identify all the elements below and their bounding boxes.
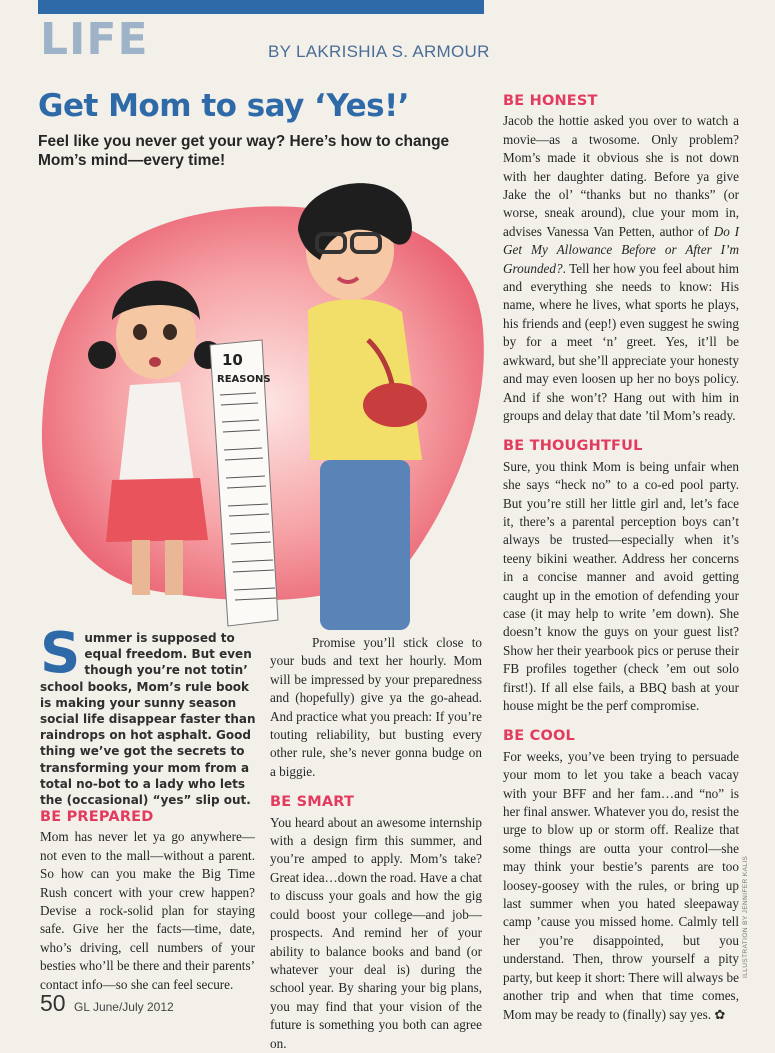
top-color-bar bbox=[38, 0, 484, 14]
heading-be-cool: BE COOL bbox=[503, 728, 575, 745]
lead-paragraph bbox=[40, 621, 258, 808]
be-prepared-text: Mom has never let ya go anywhere—not even to the mall—without a parent. So how can you make the Big Time Rush concert with your crew happen? Devise a rock-solid plan for staying safe. Give her the facts—time, date, who’s driving, cell numbers of your besties who’ll be there and their parents’ contact info—so she can feel secure. bbox=[40, 829, 255, 992]
page-number: 50 bbox=[40, 990, 66, 1016]
be-honest-text bbox=[503, 112, 739, 425]
byline: BY LAKRISHIA S. ARMOUR bbox=[268, 42, 490, 61]
column-1 bbox=[40, 808, 255, 994]
illustration-credit bbox=[742, 855, 754, 980]
heading-be-thoughtful: BE THOUGHTFUL bbox=[503, 438, 643, 455]
credit-text: ILLUSTRATION BY JENNIFER KALIS bbox=[742, 855, 749, 978]
heading-be-prepared: BE PREPARED bbox=[40, 809, 154, 825]
be-honest-text-a: Jacob the hottie asked you over to watch a movie—as a twosome. Only problem? Mom’s made it obvious she is not down with her daughter dating. Before ya give Jake the ol’ “thanks but no thanks” (or worse, sneak around), clue your mom in, advises Vanessa Van Petten, author of bbox=[503, 113, 739, 239]
be-cool-text bbox=[503, 748, 739, 1024]
book-title: Do I Get My Allowance Before or After I’m Grounded? bbox=[503, 223, 740, 276]
issue-label: GL June/July 2012 bbox=[74, 1000, 174, 1014]
drop-cap: S bbox=[40, 621, 81, 686]
headline: Get Mom to say ‘Yes!’ bbox=[38, 88, 410, 124]
be-prepared-continued: Promise you’ll stick close to your buds and text her hourly. Mom will be impressed by your preparedness and (hopefully) give ya the go-ahead. And practice what you preach: If you’re touting reliability, but busting every other rule, she’s never gonna budge on a biggie. bbox=[270, 635, 482, 779]
column-3 bbox=[503, 92, 739, 1024]
dek-subtitle: Feel like you never get your way? Here’s how to change Mom’s mind—every time! bbox=[38, 133, 450, 169]
list-number: 10 bbox=[222, 351, 243, 369]
column-2 bbox=[270, 634, 482, 1053]
be-smart-text: You heard about an awesome internship with a design firm this summer, and you’re amped to apply. Mom’s take? Great idea…down the road. Have a chat to discuss your goals and how the gig could boost your college—and job—prospects. And remind her of your ability to balance books and band (or whatever your deal is) during the school year. By sharing your big plans, you may find that your vision of the future is something you both can agree on. bbox=[270, 814, 483, 1051]
be-honest-text-b: . Tell her how you feel about him and everything she needs to know: His name, where he lives, what sports he plays, his friends and (eep!) even suggest he swing by for a meet ‘n’ greet. Yes, it’ll be awkward, but she’ll appreciate your honesty and may even loosen up her no boys policy. And if she won’t? Hang out with him in groups and delay that date ’til Mom’s ready. bbox=[503, 260, 739, 423]
list-title: REASONS bbox=[217, 374, 271, 385]
heading-be-smart: BE SMART bbox=[270, 794, 355, 811]
section-label: LIFE bbox=[40, 14, 149, 65]
be-thoughtful-text: Sure, you think Mom is being unfair when she says “heck no” to a co-ed pool party. But you’re still her little girl and, let’s face it, there’s a parental perception boys can’t always be trusted—especially when it’s teeny bikini weather. Address her concerns in a concise manner and avoid getting caught up in the emotion of defending your case (it may help to write ’em down). She doesn’t know the guys on your guest list? Show her their yearbook pics or peruse their FB profiles together (check ’em out solo first!). If all else fails, a BBQ bash at your house might be the perf compromise. bbox=[503, 458, 739, 713]
heading-be-honest: BE HONEST bbox=[503, 93, 598, 109]
lead-text: ummer is supposed to equal freedom. But even though you’re not totin’ school books, Mom’s rule book is making your sunny season social life disappear faster than raindrops on hot asphalt. Good thing we’ve got the secrets to transforming your mom from a total no-bot to a lady who lets the (occasional) “yes” slip out. bbox=[40, 631, 256, 808]
be-cool-body: For weeks, you’ve been trying to persuade your mom to let you take a beach vacay with your BFF and her fam…and “no” is her final answer. Whatever you do, resist the urge to blow up or storm off. Realize that some things are outta your control—she may think your bestie’s parents are too loosey-goosey with the rules, or bring up last summer when you hated sleepaway camp ’cause you missed home. Calmly tell her you’re disappointed, but you understand. Then, throw yourself a pity party, but keep it short: There will always be another trip and when that time comes, Mom may be ready to (finally) say yes. bbox=[503, 748, 739, 1022]
flower-end-icon: ✿ bbox=[714, 1006, 726, 1022]
page-footer bbox=[40, 990, 174, 1017]
illustration bbox=[30, 160, 495, 635]
